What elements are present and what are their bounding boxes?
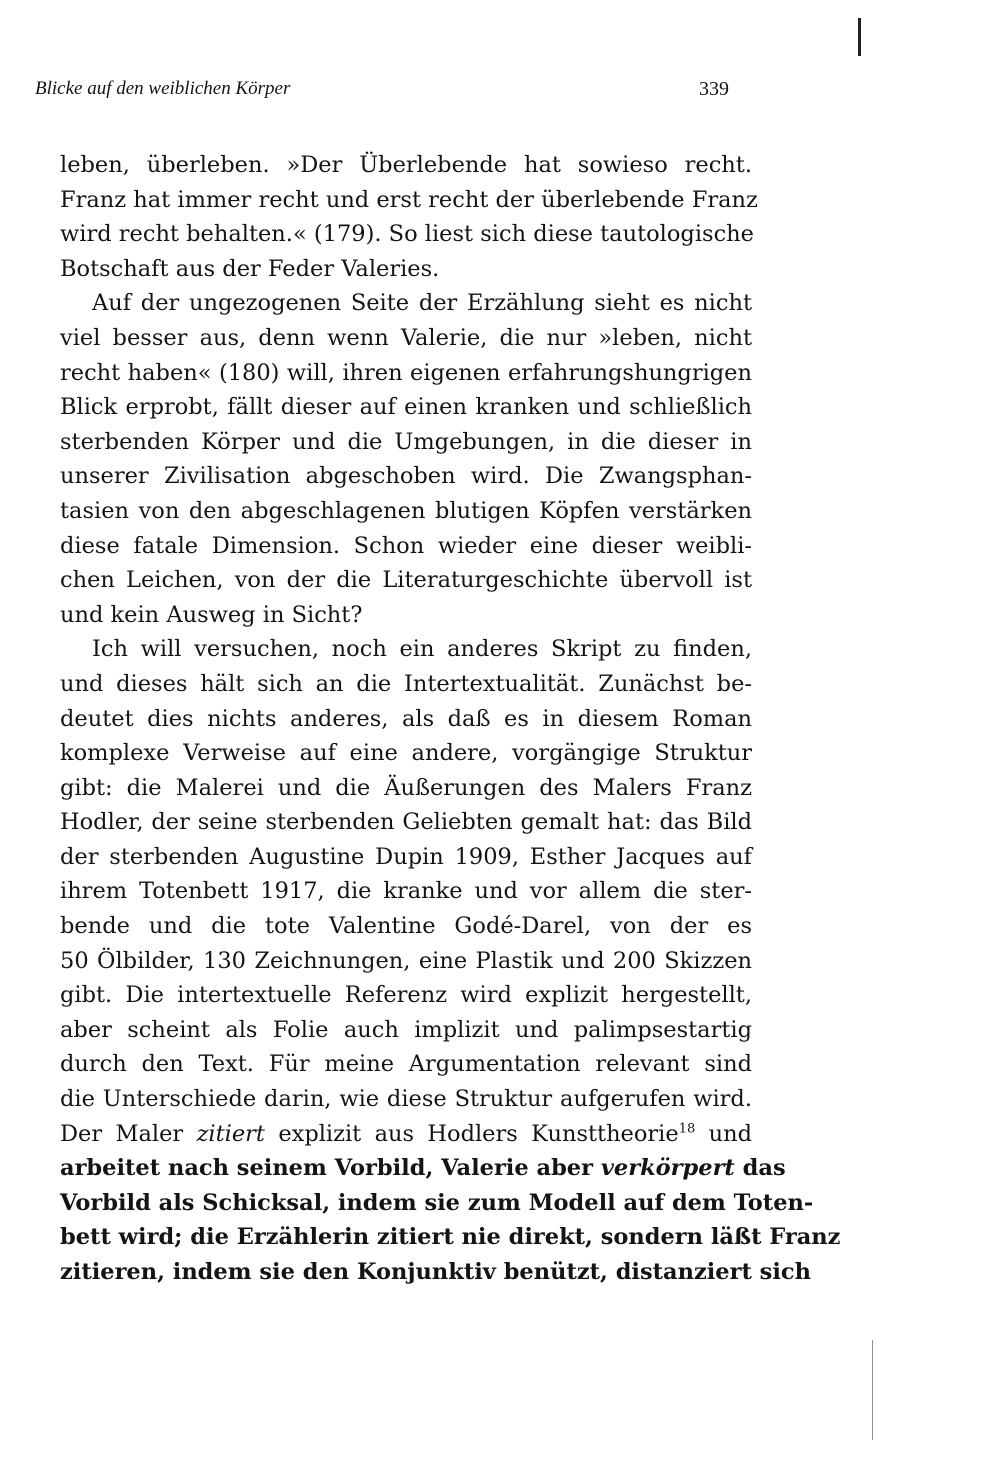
- emphasis-zitiert: zitiert: [196, 1120, 265, 1147]
- emphasis-verkoerpert: verkörpert: [600, 1155, 735, 1182]
- text-line: recht haben« (180) will, ihren eigenen erfahrungshungrigen: [60, 359, 752, 386]
- text-line: gibt. Die intertextuelle Referenz wird explizit hergestellt,: [60, 982, 752, 1009]
- text-line: Hodler, der seine sterbenden Geliebten gemalt hat: das Bild: [60, 809, 752, 836]
- text-run: das: [734, 1155, 786, 1182]
- text-line-with-emphasis: [60, 1117, 752, 1152]
- text-line: ihrem Totenbett 1917, die kranke und vor allem die ster-: [60, 878, 752, 905]
- text-line: und kein Ausweg in Sicht?: [60, 601, 363, 628]
- text-line: bett wird; die Erzählerin zitiert nie direkt, sondern läßt Franz: [60, 1224, 841, 1251]
- running-head: [35, 78, 765, 108]
- page-number: 339: [699, 78, 729, 100]
- text-run: explizit aus Hodlers Kunsttheorie: [264, 1120, 679, 1147]
- text-line: aber scheint als Folie auch implizit und palimpsestartig: [60, 1016, 752, 1043]
- text-line: komplexe Verweise auf eine andere, vorgängige Struktur: [60, 740, 752, 767]
- text-line: unserer Zivilisation abgeschoben wird. Die Zwangsphan-: [60, 463, 752, 490]
- text-line: tasien von den abgeschlagenen blutigen Köpfen verstärken: [60, 497, 752, 524]
- body-text: [60, 148, 841, 1290]
- scan-mark: [872, 1340, 873, 1440]
- text-line: leben, überleben. »Der Überlebende hat sowieso recht.: [60, 152, 752, 178]
- text-run: Der Maler: [60, 1120, 197, 1147]
- text-line: deutet dies nichts anderes, als daß es in diesem Roman: [60, 705, 752, 732]
- text-line: zitieren, indem sie den Konjunktiv benützt, distanziert sich: [60, 1259, 811, 1285]
- text-line: bende und die tote Valentine Godé-Darel, von der es: [60, 913, 752, 940]
- text-run: und: [695, 1120, 752, 1147]
- text-line: diese fatale Dimension. Schon wieder eine dieser weibli-: [60, 532, 752, 559]
- text-line: und dieses hält sich an die Intertextualität. Zunächst be-: [60, 670, 752, 697]
- text-line: die Unterschiede darin, wie diese Struktur aufgerufen wird.: [60, 1086, 752, 1113]
- text-line: wird recht behalten.« (179). So liest sich diese tautologische: [60, 221, 754, 248]
- running-title: Blicke auf den weiblichen Körper: [35, 78, 291, 99]
- text-line: Botschaft aus der Feder Valeries.: [60, 255, 440, 282]
- text-line: durch den Text. Für meine Argumentation relevant sind: [60, 1051, 752, 1078]
- footnote-reference: 18: [678, 1121, 696, 1137]
- text-line: Vorbild als Schicksal, indem sie zum Modell auf dem Toten-: [60, 1189, 814, 1216]
- text-line-with-emphasis: [60, 1151, 786, 1186]
- text-line: Auf der ungezogenen Seite der Erzählung sieht es nicht: [92, 290, 752, 317]
- text-line: 50 Ölbilder, 130 Zeichnungen, eine Plastik und 200 Skizzen: [60, 947, 752, 974]
- text-line: Franz hat immer recht und erst recht der überlebende Franz: [60, 186, 758, 213]
- text-run: arbeitet nach seinem Vorbild, Valerie aber: [60, 1155, 601, 1182]
- scan-mark: [858, 18, 861, 56]
- text-line: Blick erprobt, fällt dieser auf einen kranken und schließlich: [60, 394, 752, 421]
- text-line: viel besser aus, denn wenn Valerie, die nur »leben, nicht: [60, 324, 752, 351]
- text-line: Ich will versuchen, noch ein anderes Skript zu finden,: [92, 636, 752, 663]
- text-line: chen Leichen, von der die Literaturgeschichte übervoll ist: [60, 567, 752, 594]
- text-line: der sterbenden Augustine Dupin 1909, Esther Jacques auf: [60, 843, 752, 870]
- text-line: gibt: die Malerei und die Äußerungen des Malers Franz: [60, 774, 752, 801]
- text-line: sterbenden Körper und die Umgebungen, in die dieser in: [60, 428, 752, 455]
